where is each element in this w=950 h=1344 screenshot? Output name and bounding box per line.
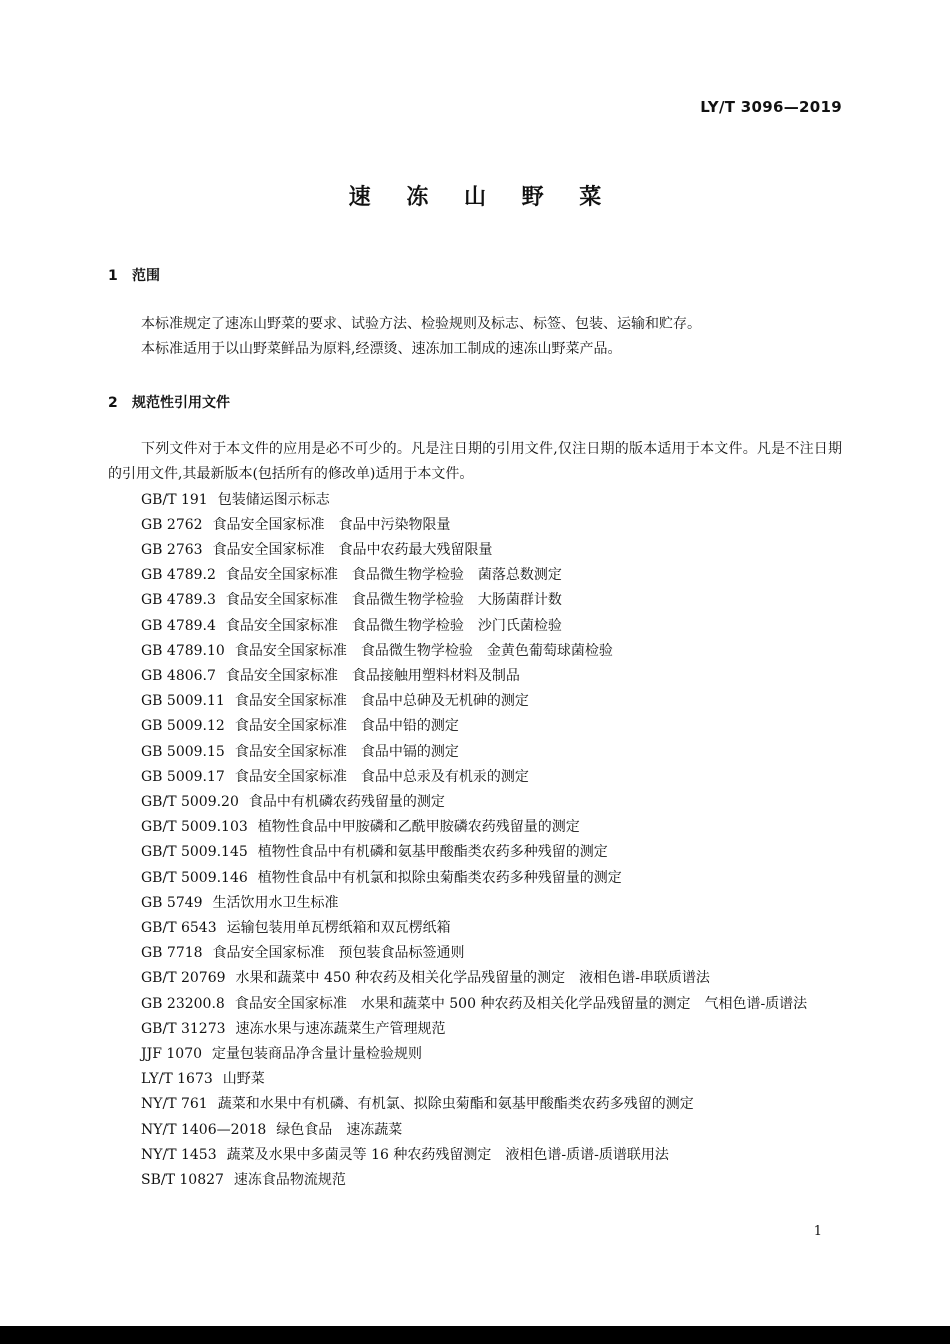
reference-title: 运输包装用单瓦楞纸箱和双瓦楞纸箱 — [226, 919, 451, 936]
references-intro: 下列文件对于本文件的应用是必不可少的。凡是注日期的引用文件,仅注日期的版本适用于本文件。凡是不注日期的引用文件,其最新版本(包括所有的修改单)适用于本文件。 — [108, 441, 842, 483]
standard-code: LY/T 3096—2019 — [700, 98, 842, 116]
reference-code: NY/T 761 — [141, 1096, 208, 1113]
section-2-heading — [108, 392, 230, 412]
scope-paragraph-1: 本标准规定了速冻山野菜的要求、试验方法、检验规则及标志、标签、包装、运输和贮存。 — [141, 316, 701, 332]
page-number: 1 — [813, 1224, 822, 1239]
section-1-number: 1 — [108, 268, 118, 284]
reference-title: 食品安全国家标准 食品中铅的测定 — [234, 718, 459, 735]
reference-code: GB 2763 — [141, 541, 203, 558]
reference-title: 山野菜 — [222, 1071, 265, 1088]
reference-item — [108, 840, 844, 865]
page-bottom-bar — [0, 1326, 950, 1344]
reference-code: SB/T 10827 — [141, 1171, 224, 1188]
reference-item — [108, 866, 844, 891]
reference-item — [108, 941, 844, 966]
reference-code: GB 4789.3 — [141, 592, 216, 609]
reference-code: GB/T 5009.103 — [141, 819, 248, 836]
reference-item — [108, 1017, 844, 1042]
reference-title: 速冻食品物流规范 — [233, 1171, 346, 1188]
reference-title: 蔬菜和水果中有机磷、有机氯、拟除虫菊酯和氨基甲酸酯类农药多残留的测定 — [217, 1096, 694, 1113]
reference-title: 绿色食品 速冻蔬菜 — [276, 1121, 403, 1138]
reference-title: 食品安全国家标准 食品微生物学检验 菌落总数测定 — [225, 567, 562, 584]
section-2-number: 2 — [108, 395, 118, 411]
reference-item — [108, 1118, 844, 1143]
reference-code: GB 4789.4 — [141, 617, 216, 634]
reference-code: JJF 1070 — [141, 1045, 203, 1062]
scope-paragraph-2: 本标准适用于以山野菜鲜品为原料,经漂烫、速冻加工制成的速冻山野菜产品。 — [141, 341, 622, 357]
reference-title: 食品安全国家标准 食品微生物学检验 金黄色葡萄球菌检验 — [234, 642, 613, 659]
reference-item — [108, 1168, 844, 1193]
reference-code: GB/T 20769 — [141, 970, 226, 987]
reference-code: GB 5749 — [141, 894, 203, 911]
reference-code: NY/T 1453 — [141, 1146, 217, 1163]
reference-item — [108, 815, 844, 840]
reference-title: 食品安全国家标准 食品中农药最大残留限量 — [212, 541, 493, 558]
reference-item — [108, 563, 844, 588]
reference-title: 食品中有机磷农药残留量的测定 — [248, 793, 445, 810]
reference-item — [108, 614, 844, 639]
reference-code: GB/T 5009.20 — [141, 793, 239, 810]
reference-title: 食品安全国家标准 食品微生物学检验 沙门氏菌检验 — [225, 617, 562, 634]
reference-item — [108, 992, 844, 1017]
section-1-heading — [108, 265, 160, 285]
reference-item — [108, 1143, 844, 1168]
reference-item — [108, 966, 844, 991]
reference-code: GB/T 6543 — [141, 919, 217, 936]
reference-code: GB 5009.17 — [141, 768, 225, 785]
reference-title: 食品安全国家标准 水果和蔬菜中 500 种农药及相关化学品残留量的测定 气相色谱-质谱法 — [234, 995, 808, 1012]
reference-title: 食品安全国家标准 食品中污染物限量 — [212, 516, 451, 533]
reference-item — [108, 488, 844, 513]
reference-code: GB 23200.8 — [141, 995, 225, 1012]
reference-code: GB 4789.2 — [141, 567, 216, 584]
reference-item — [108, 714, 844, 739]
section-1-title: 范围 — [132, 268, 160, 284]
reference-code: GB 5009.12 — [141, 718, 225, 735]
reference-code: GB 7718 — [141, 945, 203, 962]
reference-code: LY/T 1673 — [141, 1071, 213, 1088]
reference-item — [108, 538, 844, 563]
reference-item — [108, 513, 844, 538]
reference-item — [108, 1042, 844, 1067]
reference-title: 食品安全国家标准 食品接触用塑料材料及制品 — [225, 667, 520, 684]
reference-title: 植物性食品中有机磷和氨基甲酸酯类农药多种残留的测定 — [257, 844, 608, 861]
reference-title: 生活饮用水卫生标准 — [212, 894, 339, 911]
reference-list — [108, 488, 844, 1194]
reference-title: 包装储运图示标志 — [217, 491, 330, 508]
reference-title: 植物性食品中有机氯和拟除虫菊酯类农药多种残留量的测定 — [257, 869, 622, 886]
reference-code: GB/T 5009.146 — [141, 869, 248, 886]
reference-title: 食品安全国家标准 食品中总砷及无机砷的测定 — [234, 693, 529, 710]
reference-title: 速冻水果与速冻蔬菜生产管理规范 — [235, 1020, 446, 1037]
reference-item — [108, 765, 844, 790]
reference-title: 水果和蔬菜中 450 种农药及相关化学品残留量的测定 液相色谱-串联质谱法 — [235, 970, 710, 987]
reference-item — [108, 689, 844, 714]
reference-title: 食品安全国家标准 食品中总汞及有机汞的测定 — [234, 768, 529, 785]
reference-code: GB/T 31273 — [141, 1020, 226, 1037]
reference-title: 食品安全国家标准 预包装食品标签通则 — [212, 945, 465, 962]
reference-item — [108, 664, 844, 689]
reference-code: NY/T 1406—2018 — [141, 1121, 267, 1138]
reference-code: GB/T 5009.145 — [141, 844, 248, 861]
reference-title: 食品安全国家标准 食品微生物学检验 大肠菌群计数 — [225, 592, 562, 609]
reference-item — [108, 891, 844, 916]
reference-code: GB 2762 — [141, 516, 203, 533]
reference-item — [108, 588, 844, 613]
reference-title: 定量包装商品净含量计量检验规则 — [212, 1045, 423, 1062]
reference-item — [108, 1092, 844, 1117]
reference-item — [108, 639, 844, 664]
reference-title: 植物性食品中甲胺磷和乙酰甲胺磷农药残留量的测定 — [257, 819, 580, 836]
reference-item — [108, 790, 844, 815]
reference-item — [108, 916, 844, 941]
reference-code: GB/T 191 — [141, 491, 208, 508]
reference-code: GB 5009.11 — [141, 693, 225, 710]
reference-title: 食品安全国家标准 食品中镉的测定 — [234, 743, 459, 760]
reference-item — [108, 1067, 844, 1092]
reference-item — [108, 740, 844, 765]
reference-code: GB 4789.10 — [141, 642, 225, 659]
section-2-title: 规范性引用文件 — [132, 395, 230, 411]
reference-code: GB 4806.7 — [141, 667, 216, 684]
reference-title: 蔬菜及水果中多菌灵等 16 种农药残留测定 液相色谱-质谱-质谱联用法 — [226, 1146, 669, 1163]
reference-code: GB 5009.15 — [141, 743, 225, 760]
document-title: 速 冻 山 野 菜 — [348, 185, 616, 210]
